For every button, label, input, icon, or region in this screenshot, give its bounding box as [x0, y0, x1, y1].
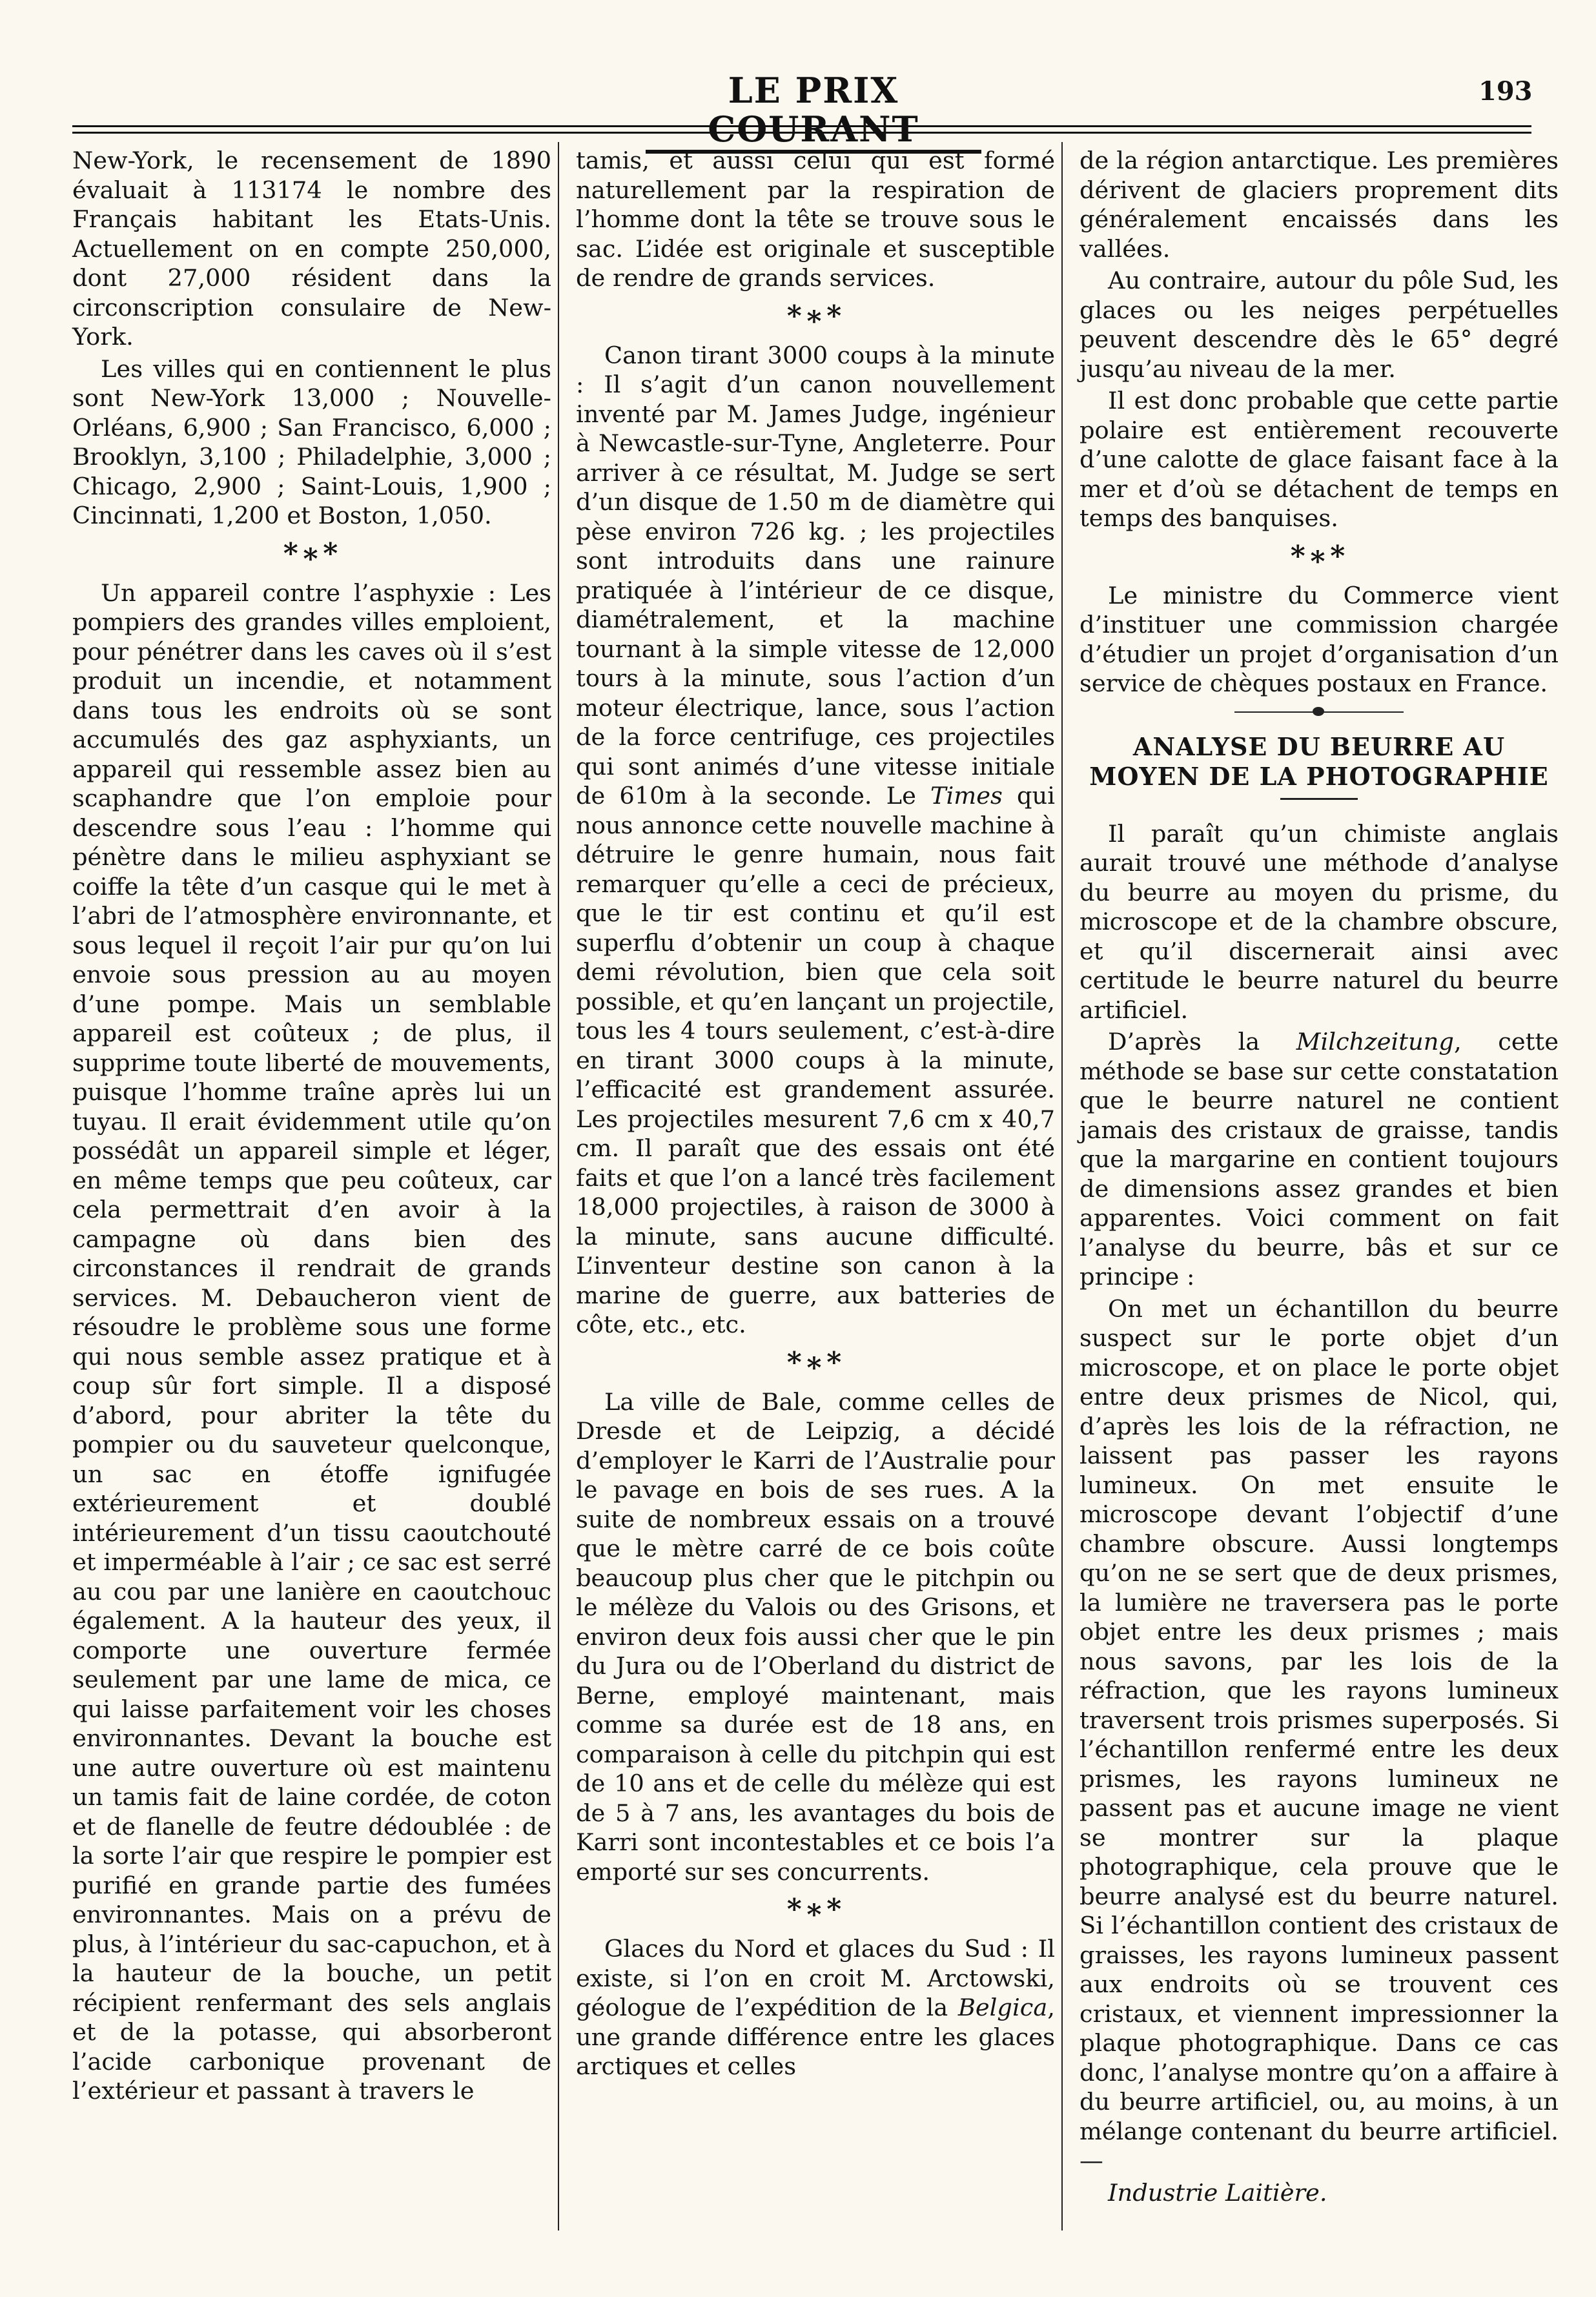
paragraph: de la région antarctique. Les premières dérivent de glaciers proprement dits généralement encaissés dans les vallées. [1079, 147, 1559, 263]
paragraph: Il paraît qu’un chimiste anglais aurait trouvé une méthode d’analyse du beurre au moyen du prisme, du microscope et de la chambre obscure, et qu’il discernerait ainsi avec certitude le beurre naturel du beurre artificiel. [1079, 819, 1559, 1024]
paragraph-text: Glaces du Nord et glaces du Sud : Il existe, si l’on en croit M. Arctowski, géologue de l’expédition de la [576, 1935, 1055, 2021]
column-divider-1 [558, 142, 559, 2231]
header-rule-top [72, 125, 1531, 127]
column-2 [576, 146, 1055, 2271]
italic-text: Milchzeitung [1296, 1028, 1454, 1056]
paragraph: Au contraire, autour du pôle Sud, les glaces ou les neiges perpétuelles peuvent descendre dès le 65° degré jusqu’au niveau de la mer. [1079, 267, 1559, 383]
paragraph [576, 1934, 1055, 2081]
article-source: Industrie Laitière. [1108, 2178, 1327, 2207]
column-1 [72, 146, 551, 2271]
page-number: 193 [1478, 76, 1533, 107]
section-separator-stars: *∗* [786, 1345, 844, 1379]
ornamental-rule [1079, 704, 1559, 720]
paragraph-text: , cette méthode se base sur cette constatation que le beurre naturel ne contient jamais des cristaux de graisse, tandis que la margarine en contient toujours de dimensions assez grandes et bien apparentes. Voici comment on fait l’analyse du beurre, bâs et sur ce principe : [1079, 1028, 1559, 1291]
paragraph: New-York, le recensement de 1890 évaluait à 113174 le nombre des Français habitant les Etats-Unis. Actuellement on en compte 250,000, dont 27,000 résident dans la circonscription consulaire de New-York. [72, 147, 551, 351]
title-underline [1280, 798, 1358, 800]
italic-text: Belgica [957, 1994, 1048, 2021]
header-rule-bottom [72, 132, 1531, 134]
section-separator-stars: *∗* [1290, 539, 1348, 573]
column-divider-2 [1061, 142, 1063, 2231]
paragraph: Le ministre du Commerce vient d’instituer une commission chargée d’étudier un projet d’organisation d’un service de chèques postaux en France. [1079, 581, 1559, 697]
paragraph: On met un échantillon du beurre suspect sur le porte objet d’un microscope, et on place le porte objet entre deux prismes de Nicol, qui, d’après les lois de la réfraction, ne laissent pas passer les rayons lumineux. On met ensuite le microscope devant l’objectif d’une chambre obscure. Aussi longtemps qu’on ne se sert que de deux prismes, la lumière ne traversera pas le porte objet entre les deux prismes ; mais nous savons, par les lois de la réfraction, que les rayons lumineux traversent trois prismes superposés. Si l’échantillon renfermé entre les deux prismes, les rayons lumineux ne passent pas et aucune image ne vient se montrer sur la plaque photographique, cela prouve que le beurre analysé est du beurre naturel. Si l’échantillon contient des cristaux de graisses, les rayons lumineux passent aux endroits où se trouvent ces cristaux, et viennent impressionner la plaque photographique. Dans ce cas donc, l’analyse montre qu’on a affaire à du beurre artificiel, ou, au moins, à un mélange contenant du beurre artificiel. — [1079, 1294, 1559, 2174]
section-separator-stars: *∗* [786, 1893, 844, 1926]
article-heading [1079, 732, 1559, 800]
paragraph-text: Canon tirant 3000 coups à la minute : Il s’agit d’un canon nouvellement inventé par M. James Judge, ingénieur à Newcastle-sur-Tyne, Angleterre. Pour arriver à ce résultat, M. Judge se sert d’un disque de 1.50 m de diamètre qui pèse environ 726 kg. ; les projectiles sont introduits dans une rainure pratiquée à l’intérieur de ce disque, diamétralement, et la machine tournant à la simple vitesse de 12,000 tours à la minute, sous l’action d’un moteur électrique, lance, sous l’action de la force centrifuge, ces projectiles qui sont animés d’une vitesse initiale de 610m à la seconde. Le [576, 341, 1055, 810]
paragraph-text: , une grande différence entre les glaces arctiques et celles [576, 1994, 1055, 2080]
paragraph [576, 341, 1055, 1340]
paragraph: tamis, et aussi celui qui est formé naturellement par la respiration de l’homme dont la tête se trouve sous le sac. L’idée est originale et susceptible de rendre de grands services. [576, 147, 1055, 292]
paragraph: Les villes qui en contiennent le plus sont New-York 13,000 ; Nouvelle-Orléans, 6,900 ; San Francisco, 6,000 ; Brooklyn, 3,100 ; Philadelphie, 3,000 ; Chicago, 2,900 ; Saint-Louis, 1,900 ; Cincinnati, 1,200 et Boston, 1,050. [72, 354, 551, 529]
section-separator-stars: *∗* [283, 536, 341, 570]
paragraph: Un appareil contre l’asphyxie : Les pompiers des grandes villes emploient, pour pénétrer dans les caves où il s’est produit un incendie, et notamment dans tous les endroits où se sont accumulés des gaz asphyxiants, un appareil qui ressemble assez bien au scaphandre que l’on emploie pour descendre sous l’eau : l’homme qui pénètre dans le milieu asphyxiant se coiffe la tête d’un casque qui le met à l’abri de l’atmosphère environnante, et sous lequel il reçoit l’air pur qu’on lui envoie sous pression au au moyen d’une pompe. Mais un semblable appareil est coûteux ; de plus, il supprime toute liberté de mouvements, puisque l’homme traîne après lui un tuyau. Il erait évidemment utile qu’on possédât un appareil simple et léger, en même temps que peu coûteux, car cela permettrait d’en avoir à la campagne où dans bien des circonstances il rendrait de grands services. M. Debaucheron vient de résoudre le problème sous une forme qui nous semble assez pratique et à coup sûr fort simple. Il a disposé d’abord, pour abriter la tête du pompier ou du sauveteur quelconque, un sac en étoffe ignifugée extérieurement et doublé intérieurement d’un tissu caoutchouté et imperméable à l’air ; ce sac est serré au cou par une lanière en caoutchouc également. A la hauteur des yeux, il comporte une ouverture fermée seulement par une lame de mica, ce qui laisse parfaitement voir les choses environnantes. Devant la bouche est une autre ouverture où est maintenu un tamis fait de laine cordée, de coton et de flanelle de feutre dédoublée : de la sorte l’air que respire le pompier est purifié en grande partie des fumées environnantes. Mais on a prévu de plus, à l’intérieur du sac-capuchon, et à la hauteur de la bouche, un petit récipient renfermant des sels anglais et de la potasse, qui absorberont l’acide carbonique provenant de l’extérieur et passant à travers le [72, 578, 551, 2105]
column-3 [1079, 146, 1559, 2271]
article-title: ANALYSE DU BEURRE AU MOYEN DE LA PHOTOGRAPHIE [1089, 731, 1549, 791]
paragraph: La ville de Bale, comme celles de Dresde et de Leipzig, a décidé d’employer le Karri de l’Australie pour le pavage en bois de ses rues. A la suite de nombreux essais on a trouvé que le mètre carré de ce bois coûte beaucoup plus cher que le pitchpin ou le mélèze du Valois ou des Grisons, et environ deux fois aussi cher que le pin du Jura ou de l’Oberland du district de Berne, employé maintenant, mais comme sa durée est de 18 ans, en comparaison à celle du pitchpin qui est de 10 ans et de celle du mélèze qui est de 5 à 7 ans, les avantages du bois de Karri sont incontestables et ce bois l’a emporté sur ses concurrents. [576, 1387, 1055, 1886]
section-separator-stars: *∗* [786, 299, 844, 332]
publication-logo: LE PRIX COURANT [646, 70, 981, 154]
paragraph: Il est donc probable que cette partie polaire est entièrement recouverte d’une calotte de glace faisant face à la mer et d’où se détachent de temps en temps des banquises. [1079, 387, 1559, 532]
paragraph-text: D’après la [1108, 1028, 1296, 1056]
masthead [646, 70, 981, 150]
paragraph-text: qui nous annonce cette nouvelle machine à détruire le genre humain, nous fait remarquer qu’elle a ceci de précieux, que le tir est continu et qu’il est superflu d’obtenir un coup à chaque demi révolution, bien que cela soit possible, et qu’en lançant un projectile, tous les 4 tours seulement, c’est-à-dire en tirant 3000 coups à la minute, l’efficacité est grandement assurée. Les projectiles mesurent 7,6 cm x 40,7 cm. Il paraît que des essais ont été faits et que l’on a lancé très facilement 18,000 projectiles, à raison de 3000 à la minute, sans aucune difficulté. L’inventeur destine son canon à la marine de guerre, aux batteries de côte, etc., etc. [576, 782, 1055, 1338]
italic-text: Times [930, 782, 1003, 810]
paragraph [1079, 1027, 1559, 1292]
